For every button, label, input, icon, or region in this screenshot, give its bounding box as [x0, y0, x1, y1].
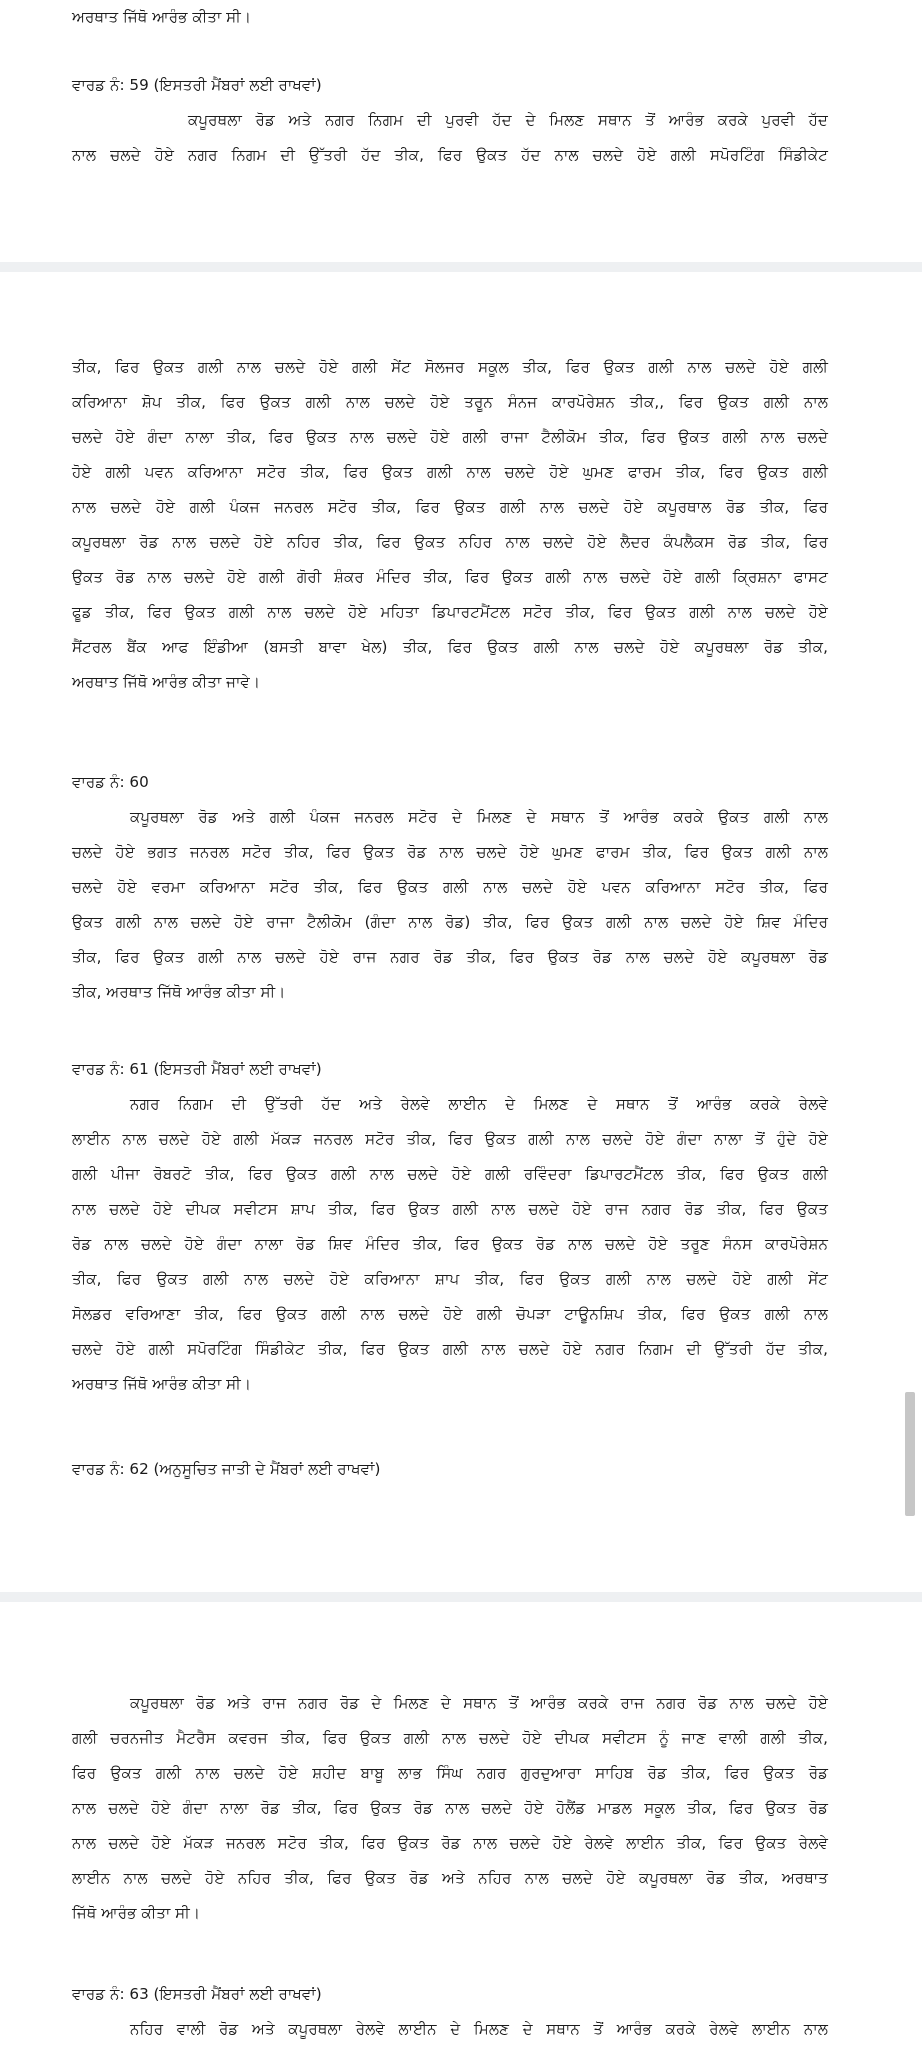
text-line: ਨਾਲ ਚਲਦੇ ਹੋਏ ਗਲੀ ਪੰਕਜ ਜਨਰਲ ਸਟੋਰ ਤੀਕ, ਫਿਰ ਉਕਤ ਗਲੀ ਨਾਲ ਚਲਦੇ ਹੋਏ ਕਪੂਰਥਾਲ ਰੋਡ ਤੀਕ, ਫਿਰ — [72, 498, 828, 516]
page-gap — [0, 1592, 922, 1602]
text-line: ਹੋਏ ਗਲੀ ਪਵਨ ਕਰਿਆਨਾ ਸਟੋਰ ਤੀਕ, ਫਿਰ ਉਕਤ ਗਲੀ ਨਾਲ ਚਲਦੇ ਹੋਏ ਘੁਮਣ ਫਾਰਮ ਤੀਕ, ਫਿਰ ਉਕਤ ਗਲੀ — [72, 463, 828, 481]
text-line: ਚਲਦੇ ਹੋਏ ਭਗਤ ਜਨਰਲ ਸਟੋਰ ਤੀਕ, ਫਿਰ ਉਕਤ ਰੋਡ ਨਾਲ ਚਲਦੇ ਹੋਏ ਘੁਮਣ ਫਾਰਮ ਤੀਕ, ਫਿਰ ਉਕਤ ਗਲੀ ਨਾਲ — [72, 843, 828, 861]
text-line: ਤੀਕ, ਫਿਰ ਉਕਤ ਗਲੀ ਨਾਲ ਚਲਦੇ ਹੋਏ ਰਾਜ ਨਗਰ ਰੋਡ ਤੀਕ, ਫਿਰ ਉਕਤ ਰੋਡ ਨਾਲ ਚਲਦੇ ਹੋਏ ਕਪੂਰਥਲਾ ਰੋਡ — [72, 948, 828, 966]
text-line: ਕਰਿਆਨਾ ਸ਼ੋਪ ਤੀਕ, ਫਿਰ ਉਕਤ ਗਲੀ ਨਾਲ ਚਲਦੇ ਹੋਏ ਤਰੂਨ ਸੰਨਜ ਕਾਰਪੋਰੇਸ਼ਨ ਤੀਕ,, ਫਿਰ ਉਕਤ ਗਲੀ ਨਾਲ — [72, 393, 828, 411]
text-line: ਸੋਲਡਰ ਵਰਿਆਣਾ ਤੀਕ, ਫਿਰ ਉਕਤ ਗਲੀ ਨਾਲ ਚਲਦੇ ਹੋਏ ਗਲੀ ਚੋਪੜਾ ਟਾਊਨਸ਼ਿਪ ਤੀਕ, ਫਿਰ ਉਕਤ ਗਲੀ ਨਾਲ — [72, 1305, 828, 1323]
text-line: ਨਾਲ ਚਲਦੇ ਹੋਏ ਦੀਪਕ ਸਵੀਟਸ ਸ਼ਾਪ ਤੀਕ, ਫਿਰ ਉਕਤ ਗਲੀ ਨਾਲ ਚਲਦੇ ਹੋਏ ਰਾਜ ਨਗਰ ਰੋਡ ਤੀਕ, ਫਿਰ ਉਕਤ — [72, 1200, 828, 1218]
ward-heading: ਵਾਰਡ ਨੰ: 63 (ਇਸਤਰੀ ਮੈਂਬਰਾਂ ਲਈ ਰਾਖਵਾਂ) — [72, 1985, 322, 2003]
text-line: ਉਕਤ ਗਲੀ ਨਾਲ ਚਲਦੇ ਹੋਏ ਰਾਜਾ ਟੈਲੀਕੋਮ (ਗੰਦਾ ਨਾਲ ਰੋਡ) ਤੀਕ, ਫਿਰ ਉਕਤ ਗਲੀ ਨਾਲ ਚਲਦੇ ਹੋਏ ਸ਼ਿਵ ਮੰਦਿਰ — [72, 913, 828, 931]
ward-61-block — [72, 1052, 828, 1402]
text-line: ਕਪੂਰਥਲਾ ਰੋਡ ਅਤੇ ਨਗਰ ਨਿਗਮ ਦੀ ਪੁਰਵੀ ਹੱਦ ਦੇ ਮਿਲਣ ਸਥਾਨ ਤੋਂ ਆਰੰਭ ਕਰਕੇ ਪੁਰਵੀ ਹੱਦ — [188, 111, 828, 129]
text-line: ਫਿਰ ਉਕਤ ਗਲੀ ਨਾਲ ਚਲਦੇ ਹੋਏ ਸ਼ਹੀਦ ਬਾਬੂ ਲਾਭ ਸਿੰਘ ਨਗਰ ਗੁਰਦੁਆਰਾ ਸਾਹਿਬ ਰੋਡ ਤੀਕ, ਫਿਰ ਉਕਤ ਰੋਡ — [72, 1764, 828, 1782]
text-line: ਕਪੂਰਥਲਾ ਰੋਡ ਨਾਲ ਚਲਦੇ ਹੋਏ ਨਹਿਰ ਤੀਕ, ਫਿਰ ਉਕਤ ਨਹਿਰ ਨਾਲ ਚਲਦੇ ਹੋਏ ਲੈਦਰ ਕੰਪਲੈਕਸ ਰੋਡ ਤੀਕ, ਫਿਰ — [72, 533, 828, 551]
ward-heading: ਵਾਰਡ ਨੰ: 61 (ਇਸਤਰੀ ਮੈਂਬਰਾਂ ਲਈ ਰਾਖਵਾਂ) — [72, 1060, 322, 1078]
text-line: ਚਲਦੇ ਹੋਏ ਵਰਮਾ ਕਰਿਆਨਾ ਸਟੋਰ ਤੀਕ, ਫਿਰ ਉਕਤ ਗਲੀ ਨਾਲ ਚਲਦੇ ਹੋਏ ਪਵਨ ਕਰਿਆਨਾ ਸਟੋਰ ਤੀਕ, ਫਿਰ — [72, 878, 828, 896]
ward-62-heading-block — [72, 1452, 828, 1487]
text-line: ਉਕਤ ਰੋਡ ਨਾਲ ਚਲਦੇ ਹੋਏ ਗਲੀ ਗੋਰੀ ਸ਼ੰਕਰ ਮੰਦਿਰ ਤੀਕ, ਫਿਰ ਉਕਤ ਗਲੀ ਨਾਲ ਚਲਦੇ ਹੋਏ ਗਲੀ ਕ੍ਰਿਸ਼ਨਾ ਫਾਸਟ — [72, 568, 828, 586]
ward-60-block — [72, 765, 828, 1010]
text-line: ਲਾਈਨ ਨਾਲ ਚਲਦੇ ਹੋਏ ਨਹਿਰ ਤੀਕ, ਫਿਰ ਉਕਤ ਰੋਡ ਅਤੇ ਨਹਿਰ ਨਾਲ ਚਲਦੇ ਹੋਏ ਕਪੂਰਥਲਾ ਰੋਡ ਤੀਕ, ਅਰਥਾਤ — [72, 1869, 828, 1887]
text-line: ਤੀਕ, ਫਿਰ ਉਕਤ ਗਲੀ ਨਾਲ ਚਲਦੇ ਹੋਏ ਕਰਿਆਨਾ ਸ਼ਾਪ ਤੀਕ, ਫਿਰ ਉਕਤ ਗਲੀ ਨਾਲ ਚਲਦੇ ਹੋਏ ਗਲੀ ਸੇਂਟ — [72, 1270, 828, 1288]
text-line: ਨਾਲ ਚਲਦੇ ਹੋਏ ਗੰਦਾ ਨਾਲਾ ਰੋਡ ਤੀਕ, ਫਿਰ ਉਕਤ ਰੋਡ ਨਾਲ ਚਲਦੇ ਹੋਏ ਹੋਲੈਂਡ ਮਾਡਲ ਸਕੂਲ ਤੀਕ, ਫਿਰ ਉਕਤ ਰੋਡ — [72, 1799, 828, 1817]
text-line: ਕਪੂਰਥਲਾ ਰੋਡ ਅਤੇ ਗਲੀ ਪੰਕਜ ਜਨਰਲ ਸਟੋਰ ਦੇ ਮਿਲਣ ਦੇ ਸਥਾਨ ਤੋਂ ਆਰੰਭ ਕਰਕੇ ਉਕਤ ਗਲੀ ਨਾਲ — [130, 808, 828, 826]
ward-heading: ਵਾਰਡ ਨੰ: 62 (ਅਨੁਸੂਚਿਤ ਜਾਤੀ ਦੇ ਮੈਂਬਰਾਂ ਲਈ ਰਾਖਵਾਂ) — [72, 1460, 381, 1478]
text-line: ਚਲਦੇ ਹੋਏ ਗਲੀ ਸਪੋਰਟਿੰਗ ਸਿੰਡੀਕੇਟ ਤੀਕ, ਫਿਰ ਉਕਤ ਗਲੀ ਨਾਲ ਚਲਦੇ ਹੋਏ ਨਗਰ ਨਿਗਮ ਦੀ ਉੱਤਰੀ ਹੱਦ ਤੀਕ, — [72, 1340, 828, 1358]
page-gap — [0, 262, 922, 272]
ward-63-block — [72, 1977, 828, 2047]
text-block — [72, 0, 828, 35]
text-line: ਸੈਂਟਰਲ ਬੈਂਕ ਆਫ ਇੰਡੀਆ (ਬਸਤੀ ਬਾਵਾ ਖੇਲ) ਤੀਕ, ਫਿਰ ਉਕਤ ਗਲੀ ਨਾਲ ਚਲਦੇ ਹੋਏ ਕਪੂਰਥਲਾ ਰੋਡ ਤੀਕ, — [72, 638, 828, 656]
text-line: ਗਲੀ ਚਰਨਜੀਤ ਮੈਟਰੈਸ ਕਵਰਜ ਤੀਕ, ਫਿਰ ਉਕਤ ਗਲੀ ਨਾਲ ਚਲਦੇ ਹੋਏ ਦੀਪਕ ਸਵੀਟਸ ਨੂੰ ਜਾਣ ਵਾਲੀ ਗਲੀ ਤੀਕ, — [72, 1729, 828, 1747]
text-line: ਫੂਡ ਤੀਕ, ਫਿਰ ਉਕਤ ਗਲੀ ਨਾਲ ਚਲਦੇ ਹੋਏ ਮਹਿਤਾ ਡਿਪਾਰਟਮੈਂਟਲ ਸਟੋਰ ਤੀਕ, ਫਿਰ ਉਕਤ ਗਲੀ ਨਾਲ ਚਲਦੇ ਹੋਏ — [72, 603, 828, 621]
text-line: ਲਾਈਨ ਨਾਲ ਚਲਦੇ ਹੋਏ ਗਲੀ ਮੱਕੜ ਜਨਰਲ ਸਟੋਰ ਤੀਕ, ਫਿਰ ਉਕਤ ਗਲੀ ਨਾਲ ਚਲਦੇ ਹੋਏ ਗੰਦਾ ਨਾਲਾ ਤੋਂ ਹੁੰਦੇ ਹੋਏ — [72, 1130, 829, 1148]
text-line: ਅਰਥਾਤ ਜਿੱਥੋ ਆਰੰਭ ਕੀਤਾ ਜਾਵੇ। — [72, 673, 261, 691]
text-line: ਨਹਿਰ ਵਾਲੀ ਰੋਡ ਅਤੇ ਕਪੂਰਥਲਾ ਰੇਲਵੇ ਲਾਈਨ ਦੇ ਮਿਲਣ ਦੇ ਸਥਾਨ ਤੋਂ ਆਰੰਭ ਕਰਕੇ ਰੇਲਵੇ ਲਾਈਨ ਨਾਲ — [130, 2020, 828, 2038]
ward-heading: ਵਾਰਡ ਨੰ: 59 (ਇਸਤਰੀ ਮੈਂਬਰਾਂ ਲਈ ਰਾਖਵਾਂ) — [72, 76, 322, 94]
text-line: ਕਪੂਰਥਲਾ ਰੋਡ ਅਤੇ ਰਾਜ ਨਗਰ ਰੋਡ ਦੇ ਮਿਲਣ ਦੇ ਸਥਾਨ ਤੋਂ ਆਰੰਭ ਕਰਕੇ ਰਾਜ ਨਗਰ ਰੋਡ ਨਾਲ ਚਲਦੇ ਹੋਏ — [130, 1694, 828, 1712]
text-line: ਜਿੱਥੋ ਆਰੰਭ ਕੀਤਾ ਸੀ। — [72, 1904, 201, 1922]
text-line: ਰੋਡ ਨਾਲ ਚਲਦੇ ਹੋਏ ਗੰਦਾ ਨਾਲਾ ਰੋਡ ਸ਼ਿਵ ਮੰਦਿਰ ਤੀਕ, ਫਿਰ ਉਕਤ ਰੋਡ ਨਾਲ ਚਲਦੇ ਹੋਏ ਤਰੂਣ ਸੰਨਸ ਕਾਰਪੋਰੇਸ਼ਨ — [72, 1235, 828, 1253]
text-block — [72, 350, 828, 700]
text-line: ਤੀਕ, ਅਰਥਾਤ ਜਿੱਥੋ ਆਰੰਭ ਕੀਤਾ ਸੀ। — [72, 983, 286, 1001]
text-line: ਗਲੀ ਪੀਜਾ ਰੋਬਰਟੋ ਤੀਕ, ਫਿਰ ਉਕਤ ਗਲੀ ਨਾਲ ਚਲਦੇ ਹੋਏ ਗਲੀ ਰਵਿੰਦਰਾ ਡਿਪਾਰਟਮੈਂਟਲ ਤੀਕ, ਫਿਰ ਉਕਤ ਗਲੀ — [72, 1165, 828, 1183]
text-line: ਨਾਲ ਚਲਦੇ ਹੋਏ ਨਗਰ ਨਿਗਮ ਦੀ ਉੱਤਰੀ ਹੱਦ ਤੀਕ, ਫਿਰ ਉਕਤ ਹੱਦ ਨਾਲ ਚਲਦੇ ਹੋਏ ਗਲੀ ਸਪੋਰਟਿੰਗ ਸਿੰਡੀਕੇਟ — [72, 146, 828, 164]
text-line: ਅਰਥਾਤ ਜਿੱਥੋ ਆਰੰਭ ਕੀਤਾ ਸੀ। — [72, 8, 252, 26]
text-line: ਨਗਰ ਨਿਗਮ ਦੀ ਉੱਤਰੀ ਹੱਦ ਅਤੇ ਰੇਲਵੇ ਲਾਈਨ ਦੇ ਮਿਲਣ ਦੇ ਸਥਾਨ ਤੋਂ ਆਰੰਭ ਕਰਕੇ ਰੇਲਵੇ — [130, 1095, 828, 1113]
ward-59-block — [72, 68, 828, 173]
ward-heading: ਵਾਰਡ ਨੰ: 60 — [72, 773, 149, 791]
text-line: ਚਲਦੇ ਹੋਏ ਗੰਦਾ ਨਾਲਾ ਤੀਕ, ਫਿਰ ਉਕਤ ਨਾਲ ਚਲਦੇ ਹੋਏ ਗਲੀ ਰਾਜਾ ਟੈਲੀਕੋਮ ਤੀਕ, ਫਿਰ ਉਕਤ ਗਲੀ ਨਾਲ ਚਲਦੇ — [72, 428, 828, 446]
text-line: ਅਰਥਾਤ ਜਿੱਥੋ ਆਰੰਭ ਕੀਤਾ ਸੀ। — [72, 1375, 252, 1393]
ward-62-block — [72, 1686, 828, 1931]
text-line: ਤੀਕ, ਫਿਰ ਉਕਤ ਗਲੀ ਨਾਲ ਚਲਦੇ ਹੋਏ ਗਲੀ ਸੇਂਟ ਸੋਲਜਰ ਸਕੂਲ ਤੀਕ, ਫਿਰ ਉਕਤ ਗਲੀ ਨਾਲ ਚਲਦੇ ਹੋਏ ਗਲੀ — [72, 358, 828, 376]
scrollbar-thumb[interactable] — [905, 1392, 915, 1516]
text-line: ਨਾਲ ਚਲਦੇ ਹੋਏ ਮੱਕੜ ਜਨਰਲ ਸਟੋਰ ਤੀਕ, ਫਿਰ ਉਕਤ ਰੋਡ ਨਾਲ ਚਲਦੇ ਹੋਏ ਰੇਲਵੇ ਲਾਈਨ ਤੀਕ, ਫਿਰ ਉਕਤ ਰੇਲਵੇ — [72, 1834, 828, 1852]
